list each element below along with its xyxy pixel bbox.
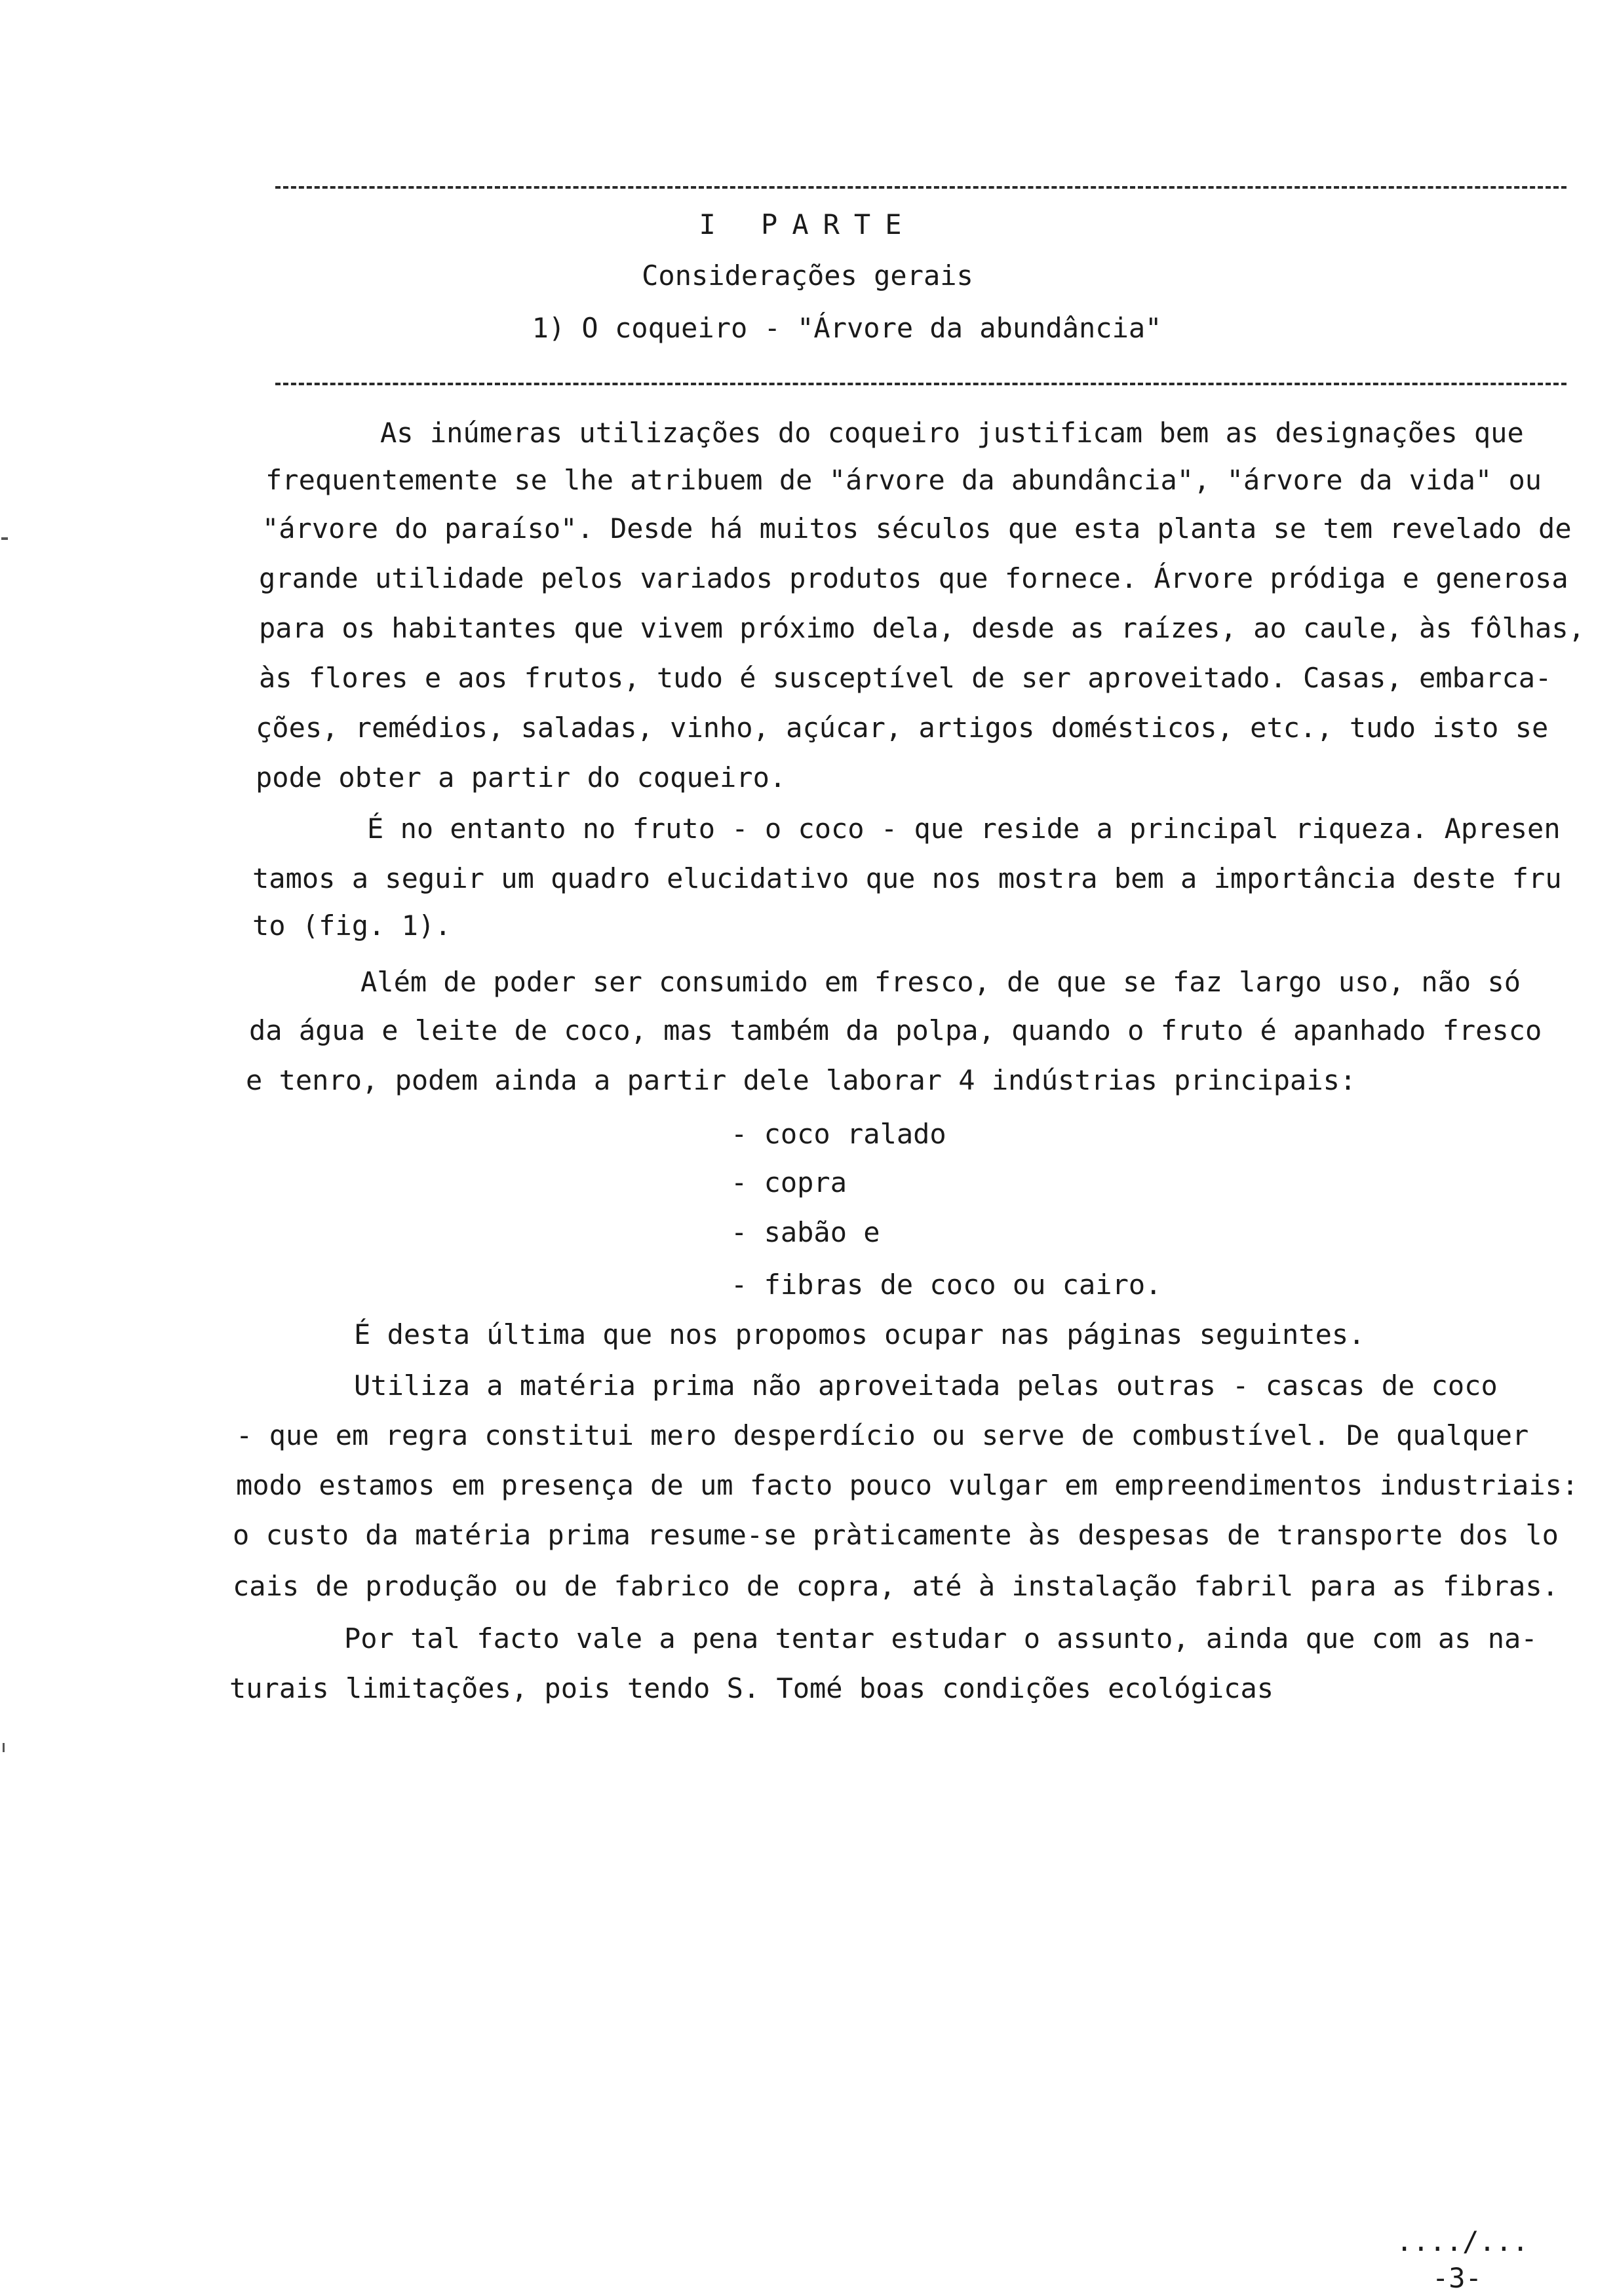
paragraph-1-line: grande utilidade pelos variados produtos que fornece. Árvore pródiga e generosa xyxy=(259,562,1568,594)
list-item: - fibras de coco ou cairo. xyxy=(731,1269,1162,1301)
paragraph-5-line: o custo da matéria prima resume-se pràticamente às despesas de transporte dos lo xyxy=(233,1519,1559,1551)
paragraph-1-line: frequentemente se lhe atribuem de "árvore da abundância", "árvore da vida" ou xyxy=(265,464,1542,496)
list-item: - coco ralado xyxy=(731,1118,946,1150)
paragraph-5-line: Utiliza a matéria prima não aproveitada pelas outras - cascas de coco xyxy=(354,1369,1498,1402)
section-heading: 1) O coqueiro - "Árvore da abundância" xyxy=(532,312,1162,344)
paragraph-1-line: ções, remédios, saladas, vinho, açúcar, artigos domésticos, etc., tudo isto se xyxy=(256,712,1549,744)
scan-mark xyxy=(1,537,8,540)
paragraph-2-line: tamos a seguir um quadro elucidativo que nos mostra bem a importância deste fru xyxy=(252,862,1562,894)
paragraph-1-line: para os habitantes que vivem próximo dela, desde as raízes, ao caule, às fôlhas, xyxy=(259,612,1585,644)
paragraph-4-line: É desta última que nos propomos ocupar nas páginas seguintes. xyxy=(354,1318,1365,1350)
paragraph-6-line: Por tal facto vale a pena tentar estudar o assunto, ainda que com as na- xyxy=(344,1622,1538,1655)
part-heading: I PARTE xyxy=(699,208,916,240)
paragraph-5-line: - que em regra constitui mero desperdício ou serve de combustível. De qualquer xyxy=(236,1419,1529,1451)
list-item: - copra xyxy=(731,1166,847,1198)
subtitle-heading: Considerações gerais xyxy=(642,259,973,292)
scan-mark xyxy=(3,1743,5,1752)
paragraph-1-line: às flores e aos frutos, tudo é susceptível de ser aproveitado. Casas, embarca- xyxy=(259,662,1552,694)
bottom-divider xyxy=(275,383,1566,385)
paragraph-1-line: "árvore do paraíso". Desde há muitos séculos que esta planta se tem revelado de xyxy=(262,512,1572,545)
top-divider xyxy=(275,186,1566,189)
paragraph-5-line: cais de produção ou de fabrico de copra, até à instalação fabril para as fibras. xyxy=(233,1570,1559,1602)
paragraph-1-line: As inúmeras utilizações do coqueiro justificam bem as designações que xyxy=(380,417,1524,449)
continuation-mark: ..../... xyxy=(1396,2225,1529,2257)
paragraph-3-line: e tenro, podem ainda a partir dele laborar 4 indústrias principais: xyxy=(246,1064,1357,1096)
paragraph-6-line: turais limitações, pois tendo S. Tomé boas condições ecológicas xyxy=(229,1672,1274,1704)
paragraph-2-line: to (fig. 1). xyxy=(252,909,452,942)
list-item: - sabão e xyxy=(731,1216,880,1248)
paragraph-5-line: modo estamos em presença de um facto pouco vulgar em empreendimentos industriais: xyxy=(236,1469,1579,1501)
paragraph-3-line: Além de poder ser consumido em fresco, de que se faz largo uso, não só xyxy=(360,966,1521,998)
page-number: -3- xyxy=(1432,2262,1482,2294)
paragraph-1-line: pode obter a partir do coqueiro. xyxy=(256,761,787,794)
paragraph-3-line: da água e leite de coco, mas também da polpa, quando o fruto é apanhado fresco xyxy=(249,1014,1542,1046)
paragraph-2-line: É no entanto no fruto - o coco - que reside a principal riqueza. Apresen xyxy=(367,813,1561,845)
